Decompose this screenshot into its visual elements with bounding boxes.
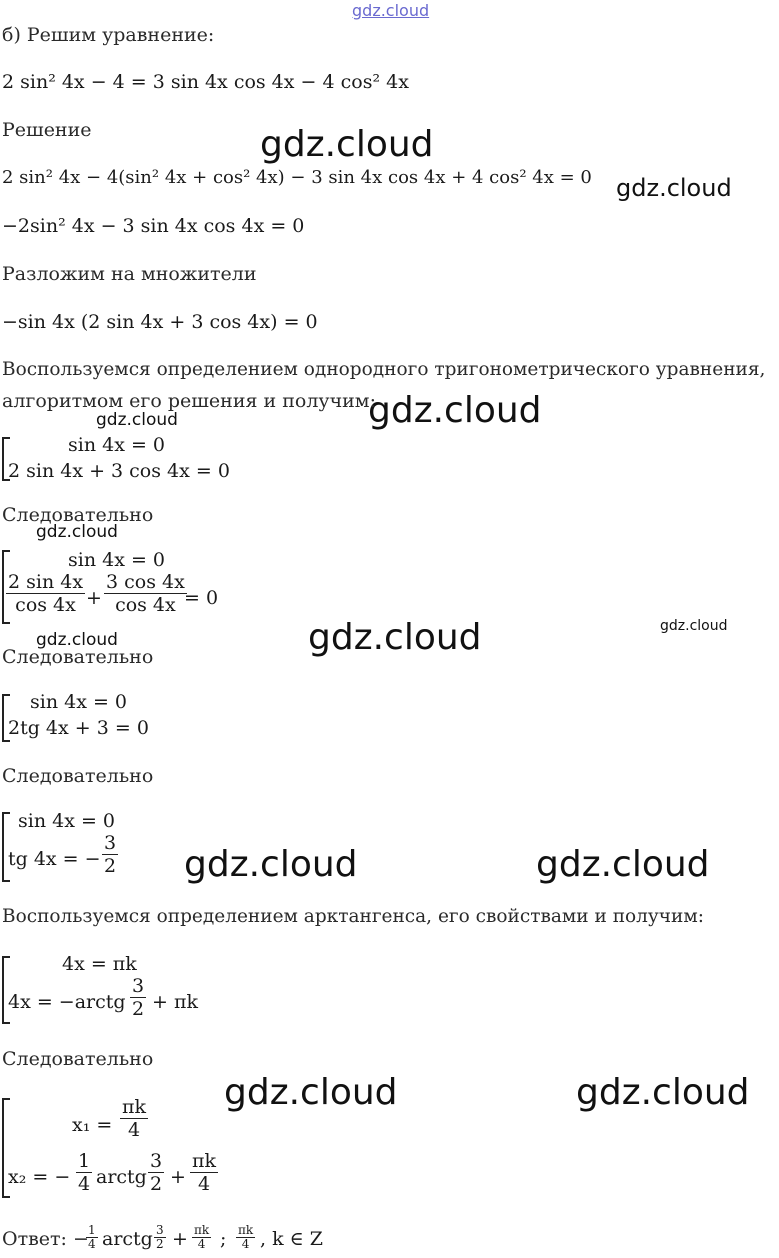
system-2-fraction-2: $\frac{3 \cos 4x}{\cos 4x}$ xyxy=(106,571,185,616)
system-3-line-2: 2tg 4x + 3 = 0 xyxy=(8,717,149,739)
homogeneous-text-line-2: алгоритмом его решения и получим: xyxy=(2,390,376,412)
problem-equation: 2 sin² 4x − 4 = 3 sin 4x cos 4x − 4 cos² 4x xyxy=(2,71,409,93)
watermark: gdz.cloud xyxy=(576,1072,750,1113)
arctan-text: Воспользуемся определением арктангенса, его свойствами и получим: xyxy=(2,906,704,927)
answer-term-2: $\frac{\pi k}{4}$ xyxy=(238,1223,254,1251)
system-5-line-2: 4x = −arctg xyxy=(8,991,126,1013)
homogeneous-text-line-1: Воспользуемся определением однородного тригонометрического уравнения, xyxy=(2,359,766,380)
system-5-fraction: $\frac{3}{2}$ xyxy=(132,975,145,1020)
answer-label: Ответ: − xyxy=(2,1228,89,1250)
system-2-fraction-1: $\frac{2 \sin 4x}{\cos 4x}$ xyxy=(8,571,84,616)
therefore-label: Следовательно xyxy=(2,504,154,526)
answer-arctg: arctg xyxy=(102,1228,153,1250)
system-6-x2-arctg: arctg xyxy=(96,1166,147,1188)
system-6-x2-coef: $\frac{1}{4}$ xyxy=(78,1150,91,1195)
system-2-line-1: sin 4x = 0 xyxy=(68,549,165,571)
system-2-plus: + xyxy=(86,587,102,609)
system-bracket xyxy=(2,956,10,1024)
watermark: gdz.cloud xyxy=(96,410,178,430)
equation-step-1: 2 sin² 4x − 4(sin² 4x + cos² 4x) − 3 sin 4x cos 4x + 4 cos² 4x = 0 xyxy=(2,167,592,188)
therefore-label: Следовательно xyxy=(2,646,154,668)
watermark: gdz.cloud xyxy=(224,1072,398,1113)
system-2-equals: = 0 xyxy=(184,587,219,609)
system-5-line-1: 4x = πk xyxy=(62,953,137,975)
watermark: gdz.cloud xyxy=(36,630,118,650)
system-4-line-1: sin 4x = 0 xyxy=(18,810,115,832)
watermark: gdz.cloud xyxy=(184,844,358,885)
watermark: gdz.cloud xyxy=(660,618,728,634)
watermark: gdz.cloud xyxy=(616,174,732,202)
system-1-line-2: 2 sin 4x + 3 cos 4x = 0 xyxy=(8,460,230,482)
system-6-x2-plus: + xyxy=(170,1166,186,1188)
system-4-line-2: tg 4x = − xyxy=(8,848,101,870)
system-5-line-2-tail: + πk xyxy=(152,991,198,1013)
answer-tail: , k ∈ Z xyxy=(260,1228,323,1250)
therefore-label: Следовательно xyxy=(2,1048,154,1070)
system-1-line-1: sin 4x = 0 xyxy=(68,434,165,456)
solution-heading: Решение xyxy=(2,119,92,141)
system-6-x1-label: x₁ = xyxy=(72,1114,113,1136)
problem-label: б) Решим уравнение: xyxy=(2,24,215,46)
system-4-fraction: $\frac{3}{2}$ xyxy=(104,832,117,877)
system-6-x2-term: $\frac{\pi k}{4}$ xyxy=(192,1150,217,1195)
system-6-x2-arg: $\frac{3}{2}$ xyxy=(150,1150,163,1195)
watermark: gdz.cloud xyxy=(308,617,482,658)
system-6-x1-fraction: $\frac{\pi k}{4}$ xyxy=(122,1096,147,1141)
watermark: gdz.cloud xyxy=(536,844,710,885)
system-3-line-1: sin 4x = 0 xyxy=(30,691,127,713)
answer-coef: $\frac{1}{4}$ xyxy=(88,1223,96,1251)
watermark: gdz.cloud xyxy=(368,390,542,431)
therefore-label: Следовательно xyxy=(2,765,154,787)
watermark: gdz.cloud xyxy=(36,522,118,542)
system-bracket xyxy=(2,812,10,882)
equation-step-2: −2sin² 4x − 3 sin 4x cos 4x = 0 xyxy=(2,215,305,237)
watermark: gdz.cloud xyxy=(260,124,434,165)
watermark-top[interactable]: gdz.cloud xyxy=(352,1,430,20)
answer-arg: $\frac{3}{2}$ xyxy=(156,1223,164,1251)
answer-separator: ; xyxy=(220,1228,227,1250)
answer-term: $\frac{\pi k}{4}$ xyxy=(194,1223,210,1251)
system-6-x2-label: x₂ = − xyxy=(8,1166,71,1188)
factor-text: Разложим на множители xyxy=(2,263,257,285)
equation-step-3: −sin 4x (2 sin 4x + 3 cos 4x) = 0 xyxy=(2,311,318,333)
answer-plus: + xyxy=(172,1228,188,1250)
